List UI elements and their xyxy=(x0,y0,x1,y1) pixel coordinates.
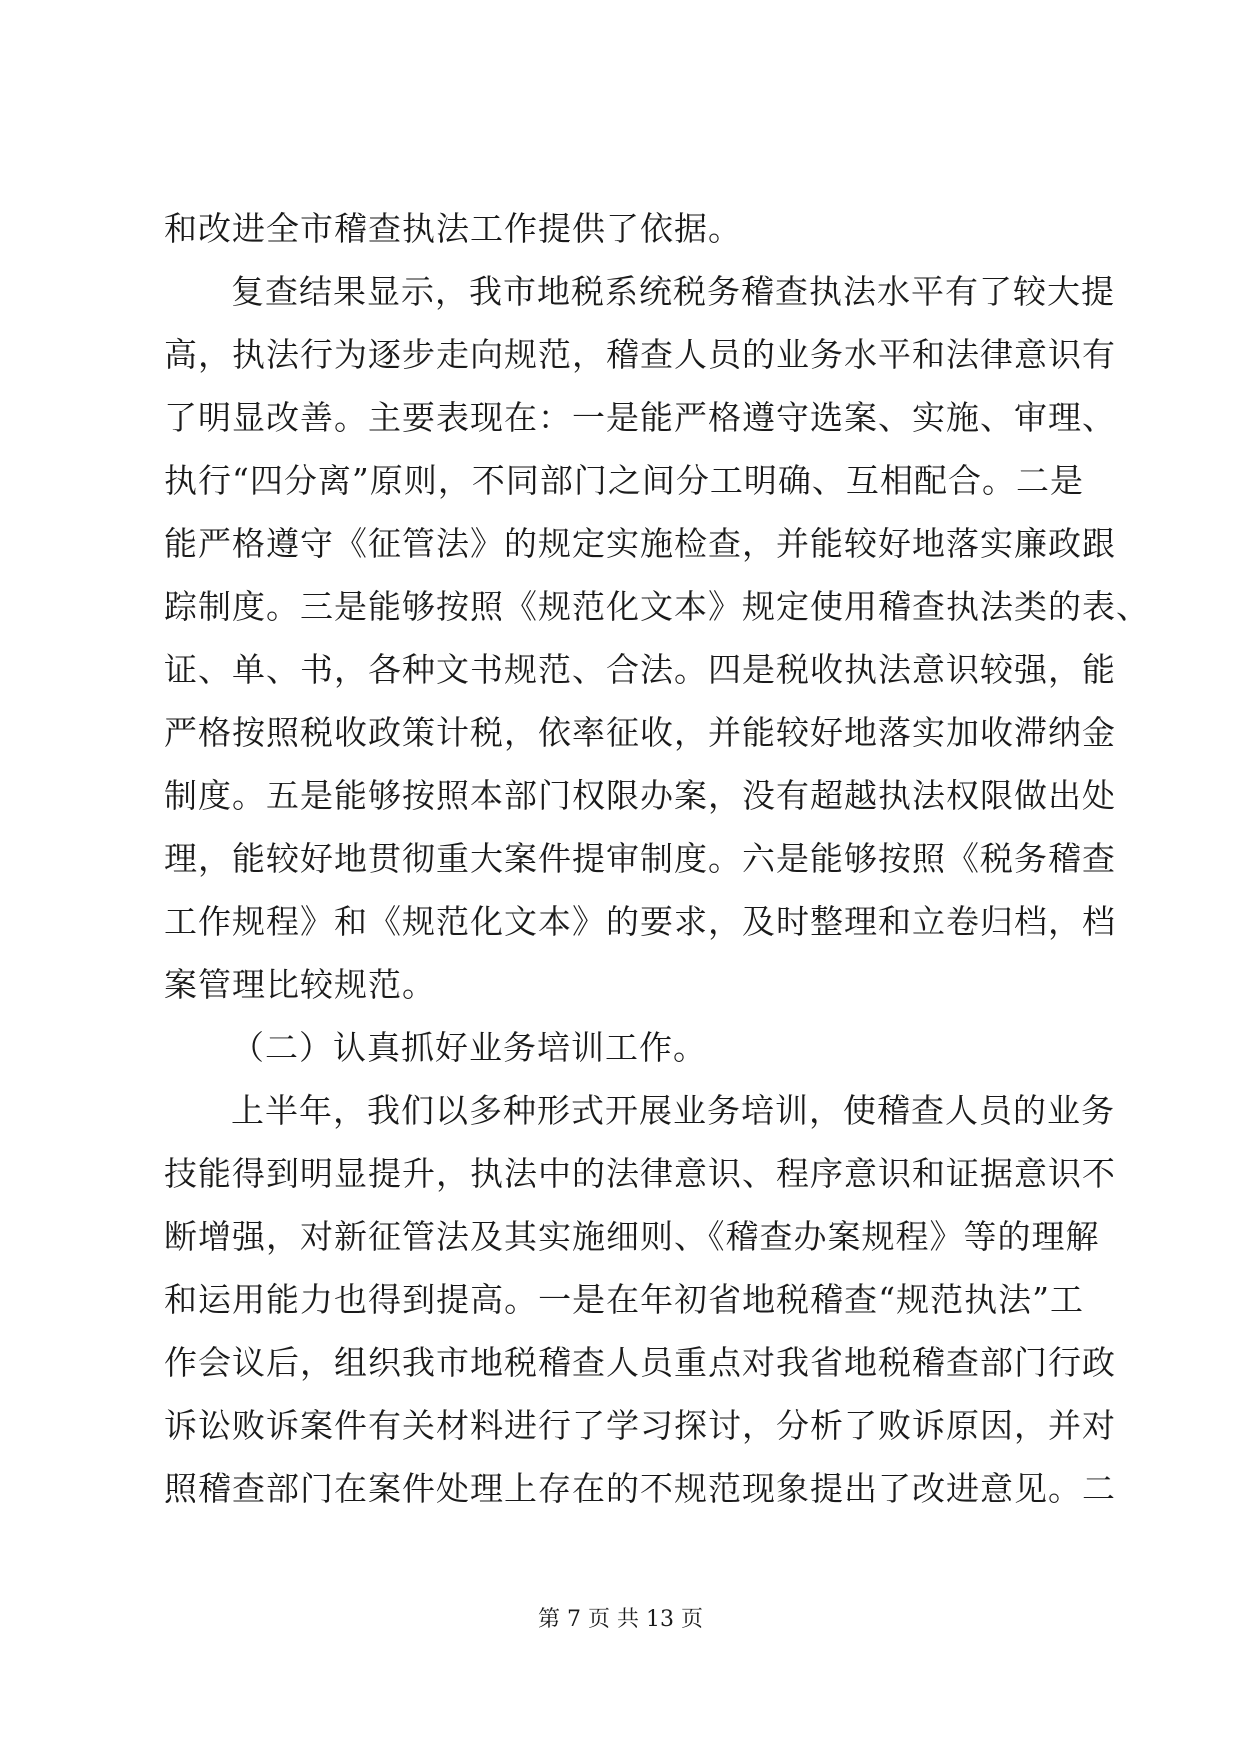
text-line: 断增强，对新征管法及其实施细则、《稽查办案规程》等的理解 xyxy=(164,1217,1100,1256)
text-line: 作会议后，组织我市地税稽查人员重点对我省地税稽查部门行政 xyxy=(164,1343,1116,1382)
text-line: 诉讼败诉案件有关材料进行了学习探讨，分析了败诉原因，并对 xyxy=(164,1406,1116,1445)
text-line: 高，执法行为逐步走向规范，稽查人员的业务水平和法律意识有 xyxy=(164,335,1116,374)
text-line: 技能得到明显提升，执法中的法律意识、程序意识和证据意识不 xyxy=(164,1154,1116,1193)
paragraph-start-line: 复查结果显示，我市地税系统税务稽查执法水平有了较大提 xyxy=(231,272,1115,311)
text-line: 踪制度。三是能够按照《规范化文本》规定使用稽查执法类的表、 xyxy=(164,587,1150,626)
text-line: 案管理比较规范。 xyxy=(164,965,436,1004)
text-line: 证、单、书，各种文书规范、合法。四是税收执法意识较强，能 xyxy=(164,650,1116,689)
text-line: 和运用能力也得到提高。一是在年初省地税稽查“规范执法”工 xyxy=(164,1280,1084,1319)
text-line: 能严格遵守《征管法》的规定实施检查，并能较好地落实廉政跟 xyxy=(164,524,1116,563)
section-heading: （二）认真抓好业务培训工作。 xyxy=(231,1028,707,1067)
text-line: 理，能较好地贯彻重大案件提审制度。六是能够按照《税务稽查 xyxy=(164,839,1116,878)
text-line: 制度。五是能够按照本部门权限办案，没有超越执法权限做出处 xyxy=(164,776,1116,815)
text-line: 照稽查部门在案件处理上存在的不规范现象提出了改进意见。二 xyxy=(164,1469,1116,1508)
text-line: 工作规程》和《规范化文本》的要求，及时整理和立卷归档，档 xyxy=(164,902,1116,941)
text-line: 严格按照税收政策计税，依率征收，并能较好地落实加收滞纳金 xyxy=(164,713,1116,752)
paragraph-start-line: 上半年，我们以多种形式开展业务培训，使稽查人员的业务 xyxy=(231,1091,1115,1130)
page-number: 第 7 页 共 13 页 xyxy=(538,1607,703,1632)
document-body xyxy=(164,197,1150,1520)
text-line: 了明显改善。主要表现在：一是能严格遵守选案、实施、审理、 xyxy=(164,398,1116,437)
text-line: 执行“四分离”原则，不同部门之间分工明确、互相配合。二是 xyxy=(164,461,1084,500)
text-line: 和改进全市稽查执法工作提供了依据。 xyxy=(164,209,742,248)
